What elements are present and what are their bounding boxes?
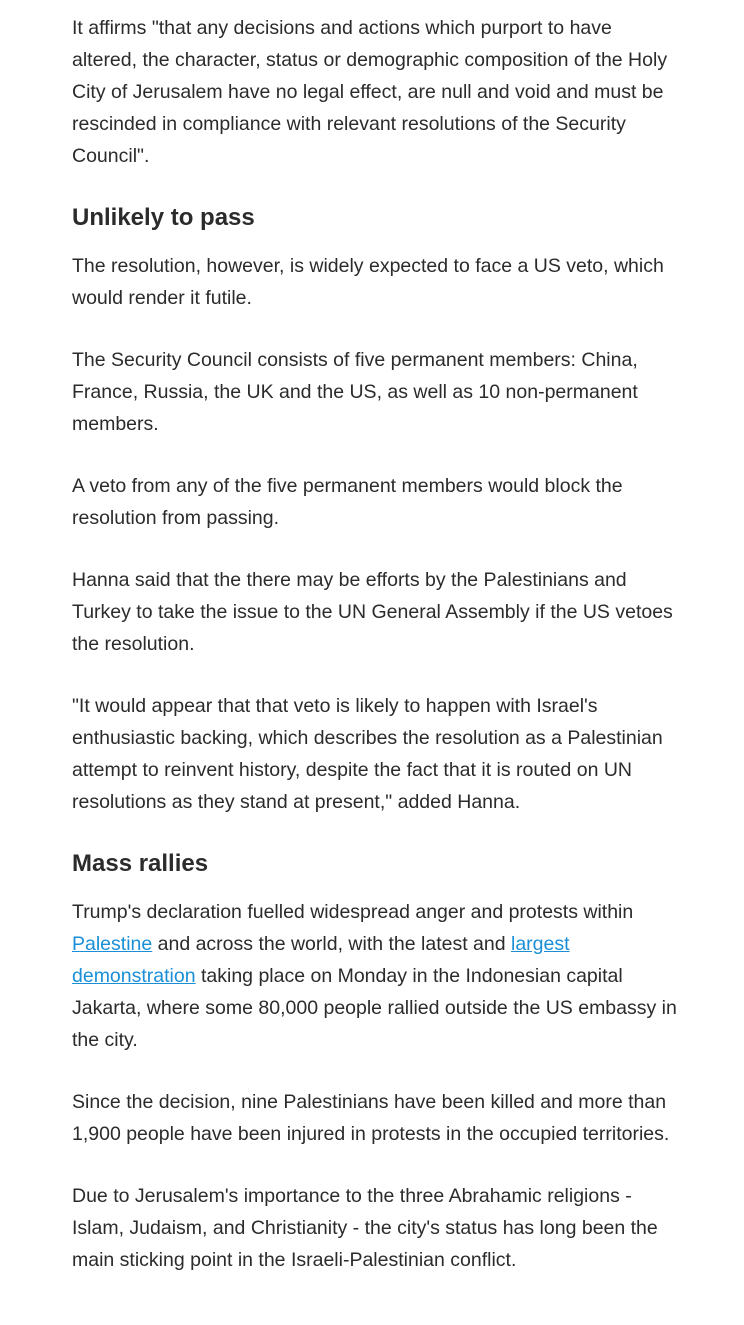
- paragraph-resolution-text: It affirms "that any decisions and actions which purport to have altered, the character, status or demographic composition of the Holy City of Jerusalem have no legal effect, are null and void and must be rescinded in compliance with relevant resolutions of the Security Council".: [72, 17, 668, 167]
- paragraph-hanna-general-assembly: Hanna said that the there may be efforts by the Palestinians and Turkey to take the issue to the UN General Assembly if the US vetoes the resolution.: [72, 569, 673, 655]
- paragraph-security-council-members: The Security Council consists of five permanent members: China, France, Russia, the UK and the US, as well as 10 non-permanent members.: [72, 349, 638, 435]
- paragraph-veto-blocks: A veto from any of the five permanent members would block the resolution from passing.: [72, 475, 623, 529]
- paragraph-hanna-quote: "It would appear that that veto is likely to happen with Israel's enthusiastic backing, which describes the resolution as a Palestinian attempt to reinvent history, despite the fact that it is routed on UN resolutions as they stand at present," added Hanna.: [72, 695, 663, 813]
- paragraph-casualties: Since the decision, nine Palestinians have been killed and more than 1,900 people have been injured in protests in the occupied territories.: [72, 1091, 670, 1145]
- paragraph-protests-intro: Trump's declaration fuelled widespread anger and protests within: [72, 901, 634, 923]
- paragraph-jerusalem-importance: Due to Jerusalem's importance to the three Abrahamic religions - Islam, Judaism, and Christianity - the city's status has long been the main sticking point in the Israeli-Palestinian conflict.: [72, 1185, 658, 1271]
- subheading-mass-rallies: Mass rallies: [72, 850, 209, 877]
- paragraph-protests-middle: and across the world, with the latest and: [152, 933, 511, 955]
- paragraph-protests-outro: taking place on Monday in the Indonesian capital Jakarta, where some 80,000 people rallied outside the US embassy in the city.: [72, 965, 677, 1051]
- largest-demonstration-link[interactable]: largest demonstration: [72, 933, 570, 987]
- paragraph-us-veto: The resolution, however, is widely expected to face a US veto, which would render it futile.: [72, 255, 664, 309]
- paragraph-protests: [72, 896, 682, 1056]
- palestine-link[interactable]: Palestine: [72, 933, 153, 955]
- subheading-unlikely-to-pass: Unlikely to pass: [72, 204, 255, 231]
